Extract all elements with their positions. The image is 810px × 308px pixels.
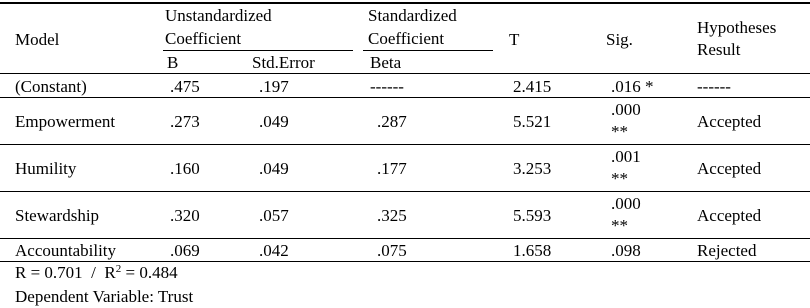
- standardized-underline: [363, 50, 493, 51]
- row-std-error: .049: [259, 112, 289, 131]
- row-beta: ------: [370, 77, 404, 96]
- row-b: .069: [170, 241, 200, 260]
- r2-value-text: = 0.484: [121, 263, 178, 282]
- header-standardized-line1: Standardized: [368, 6, 457, 25]
- header-model: Model: [15, 30, 60, 49]
- header-hypotheses-line1: Hypotheses: [697, 18, 777, 37]
- header-hypotheses-line2: Result: [697, 40, 741, 59]
- row-sig-stars: **: [611, 122, 628, 141]
- header-beta: Beta: [370, 53, 402, 72]
- row-b: .160: [170, 159, 200, 178]
- header-std-error: Std.Error: [252, 53, 315, 72]
- header-standardized-line2: Coefficient: [368, 29, 445, 48]
- row-sig-stars: **: [611, 169, 628, 188]
- table-bottom-rule: [0, 261, 810, 262]
- row-sig-stars: **: [611, 216, 628, 235]
- row-result: Rejected: [697, 241, 757, 260]
- table-top-rule: [0, 2, 810, 4]
- row-t: 2.415: [513, 77, 552, 96]
- header-unstandardized-line1: Unstandardized: [165, 6, 272, 25]
- unstandardized-underline: [163, 50, 353, 51]
- row-model: Humility: [15, 159, 77, 178]
- header-t: T: [509, 30, 520, 49]
- header-sig: Sig.: [606, 30, 633, 49]
- row-t: 5.593: [513, 206, 552, 225]
- row-std-error: .049: [259, 159, 289, 178]
- row-sig: .016 *: [611, 77, 654, 96]
- row-beta: .177: [377, 159, 407, 178]
- row-std-error: .197: [259, 77, 289, 96]
- row-result: Accepted: [697, 112, 762, 131]
- row-beta: .287: [377, 112, 407, 131]
- row-sig: .000: [611, 194, 641, 213]
- row-std-error: .057: [259, 206, 289, 225]
- row-b: .475: [170, 77, 200, 96]
- row-b: .320: [170, 206, 200, 225]
- header-b: B: [167, 53, 179, 72]
- row-sig: .001: [611, 147, 641, 166]
- dependent-variable-note: Dependent Variable: Trust: [15, 287, 194, 306]
- r-value-text: R = 0.701 / R: [15, 263, 116, 282]
- row-sig: .098: [611, 241, 641, 260]
- row-t: 1.658: [513, 241, 552, 260]
- header-unstandardized-line2: Coefficient: [165, 29, 242, 48]
- row-divider: [0, 97, 810, 98]
- row-result: ------: [697, 77, 731, 96]
- row-model: Empowerment: [15, 112, 116, 131]
- row-model: (Constant): [15, 77, 87, 96]
- row-divider: [0, 191, 810, 192]
- row-t: 3.253: [513, 159, 552, 178]
- row-beta: .075: [377, 241, 407, 260]
- row-b: .273: [170, 112, 200, 131]
- row-t: 5.521: [513, 112, 552, 131]
- row-divider: [0, 238, 810, 239]
- row-std-error: .042: [259, 241, 289, 260]
- row-result: Accepted: [697, 206, 762, 225]
- row-sig: .000: [611, 100, 641, 119]
- row-result: Accepted: [697, 159, 762, 178]
- row-model: Accountability: [15, 241, 117, 260]
- r-squared-superscript: 2: [115, 263, 122, 275]
- row-divider: [0, 144, 810, 145]
- header-bottom-rule: [0, 73, 810, 74]
- row-beta: .325: [377, 206, 407, 225]
- r-squared-note: [15, 263, 178, 282]
- row-model: Stewardship: [15, 206, 100, 225]
